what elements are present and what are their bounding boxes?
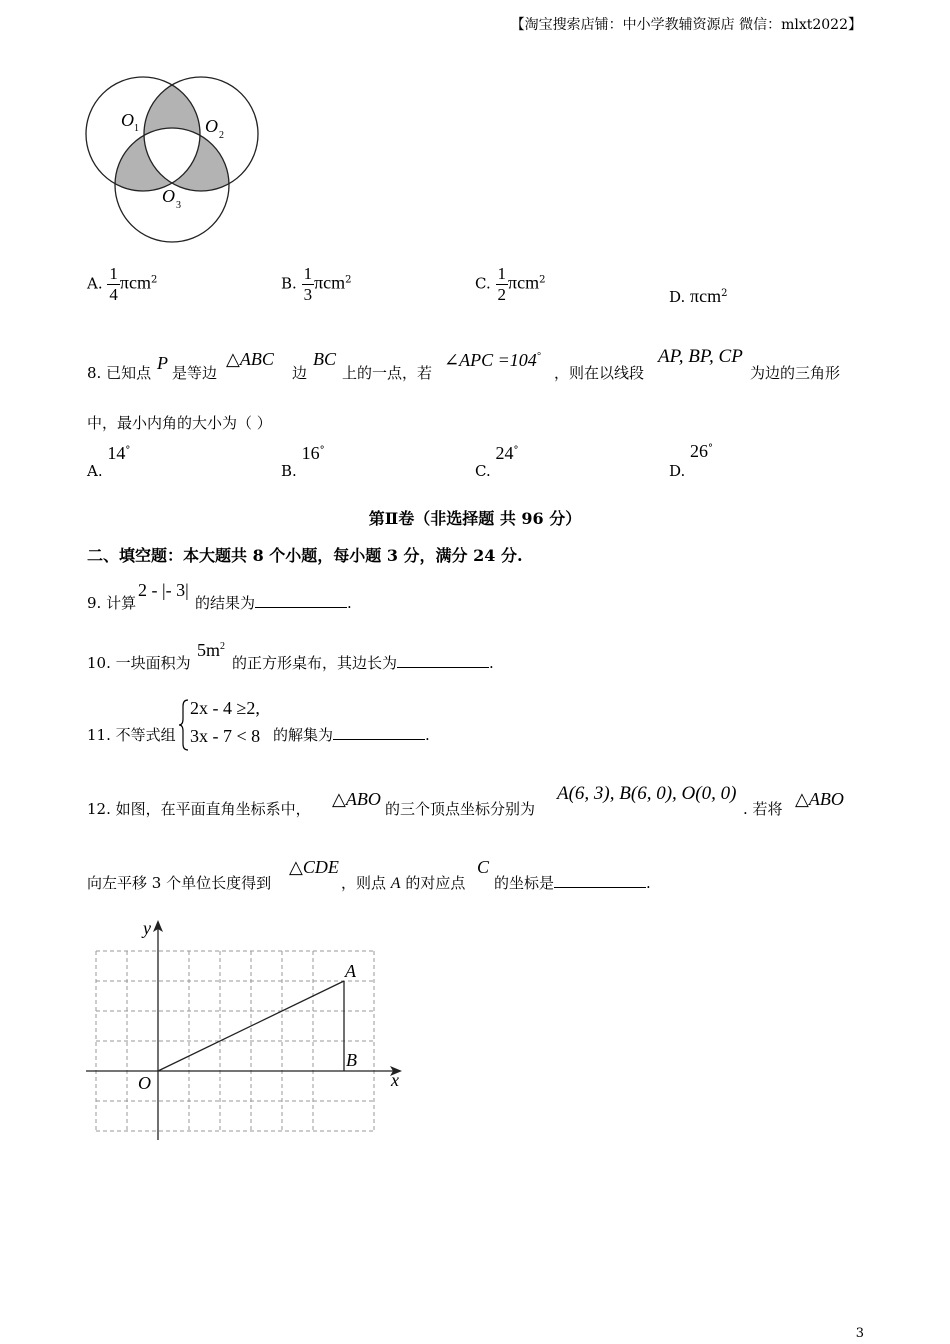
q11-brace (178, 698, 190, 752)
graph-x-label: x (391, 1070, 399, 1090)
venn-sub-1: 1 (134, 123, 139, 134)
q8-option-c: C. 24° (475, 443, 519, 480)
q8-line-2: 中，最小内角的大小为（ ） (87, 414, 272, 432)
q12-triangle-cde: △CDE (289, 857, 339, 877)
q8-option-b: B. 16° (281, 443, 325, 480)
q11-question: 的解集为 . (273, 726, 430, 744)
q8-angle: ∠APC =104° (444, 350, 541, 370)
q8-text-5: 为边的三角形 (750, 364, 841, 382)
venn-sub-2: 2 (219, 130, 224, 141)
q8-side-bc: BC (313, 349, 337, 369)
q8-text-4: ，则在以线段 (554, 364, 645, 382)
venn-sub-3: 3 (176, 200, 181, 211)
section-title: 第Ⅱ卷（非选择题 共 96 分） (368, 509, 582, 528)
q8-text-2: 边 (292, 364, 308, 382)
q10-expression: $5m^2$ (197, 640, 226, 660)
q8-prefix: 8. 已知点 (87, 364, 152, 382)
q8-option-d: D. 26° (669, 441, 714, 480)
q10-question: 的正方形桌布，其边长为 . (232, 654, 494, 672)
section-subtitle: 二、填空题：本大题共 8 个小题，每小题 3 分，满分 24 分. (87, 546, 523, 565)
q8-segments: AP, BP, CP (658, 346, 743, 367)
q8-option-a: A. 14° (87, 443, 131, 480)
q12-point-c: C (477, 857, 490, 877)
q8-text-3: 上的一点，若 (342, 364, 433, 382)
q7-option-b: B. $\frac{1}{3}$ πcm$^2$ (281, 264, 352, 304)
q7-option-a: A. $\frac{1}{4}$ πcm$^2$ (87, 264, 158, 304)
q12-question: 的坐标是 . (494, 874, 651, 892)
graph-origin-label: O (138, 1073, 151, 1093)
graph-point-b-label: B (346, 1050, 357, 1070)
q9-question: 的结果为 . (195, 594, 352, 612)
q12-triangle-abo-2: △ABO (795, 789, 844, 809)
q11-answer-blank[interactable] (333, 725, 425, 740)
graph-point-a-label: A (345, 961, 356, 981)
page-header: 【淘宝搜索店铺：中小学教辅资源店 微信：mlxt2022】 (510, 17, 862, 33)
q12-line-2a: 向左平移 3 个单位长度得到 (87, 874, 272, 892)
venn-label-o3: O (162, 186, 175, 206)
q8-point-p: P (157, 353, 168, 373)
q8-text-1: 是等边 (172, 364, 218, 382)
q12-line-2b: ，则点 A 的对应点 (341, 874, 466, 892)
q10-answer-blank[interactable] (397, 653, 489, 668)
q12-answer-blank[interactable] (554, 873, 646, 888)
q7-option-d: D. πcm$^2$ (669, 286, 728, 306)
graph-y-label: y (143, 918, 151, 938)
q12-triangle-abo: △ABO (332, 789, 381, 809)
q11-prefix: 11. 不等式组 (87, 726, 176, 744)
q12-prefix: 12. 如图，在平面直角坐标系中， (87, 800, 311, 818)
q11-inequality-1: 2x - 4 ≥2, (190, 698, 260, 718)
q11-inequality-2: 3x - 7 < 8 (190, 726, 261, 746)
q9-answer-blank[interactable] (255, 593, 347, 608)
q12-text-2: . 若将 (743, 800, 783, 818)
q7-option-c: C. $\frac{1}{2}$ πcm$^2$ (475, 264, 546, 304)
q9-prefix: 9. 计算 (87, 594, 137, 612)
venn-label-o1: O (121, 110, 134, 130)
venn-diagram (84, 74, 264, 246)
q12-coordinates: A(6, 3), B(6, 0), O(0, 0) (557, 783, 737, 804)
coordinate-graph (84, 914, 410, 1146)
q9-expression: 2 - |- 3| (138, 580, 189, 600)
page-number: 3 (855, 1326, 864, 1341)
venn-label-o2: O (205, 116, 218, 136)
q12-text-1: 的三个顶点坐标分别为 (385, 800, 536, 818)
q10-prefix: 10. 一块面积为 (87, 654, 191, 672)
q8-triangle: △ABC (226, 349, 274, 369)
